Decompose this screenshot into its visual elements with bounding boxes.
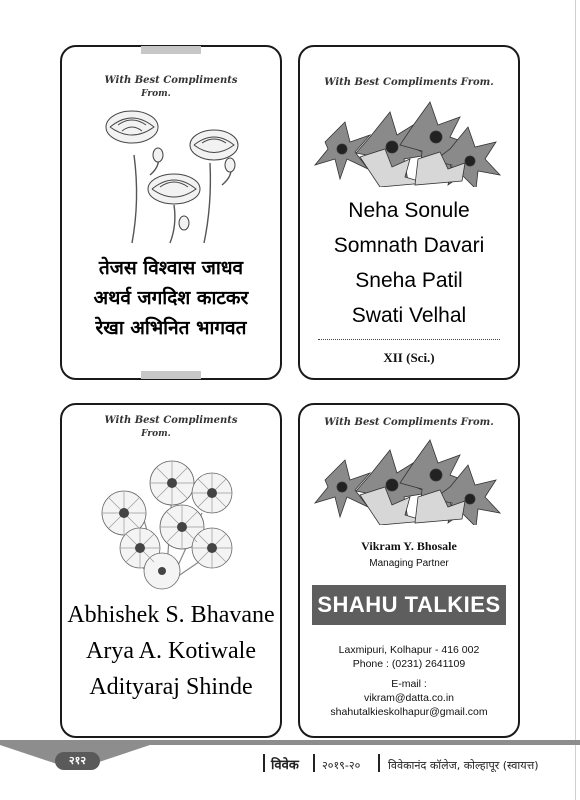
names-list	[62, 597, 280, 705]
compliment-card-names	[60, 403, 282, 738]
name-item: Neha Sonule	[348, 199, 470, 222]
dahlia-flowers-illustration	[300, 435, 518, 525]
page-edge-line	[575, 0, 576, 800]
name-item: अथर्व जगदिश काटकर	[93, 287, 249, 309]
dahlia-flowers-illustration	[300, 97, 518, 187]
name-item: Swati Velhal	[351, 304, 467, 327]
greeting-line1: With Best Compliments	[104, 415, 238, 426]
name-item: Sneha Patil	[355, 269, 463, 292]
footer-college: विवेकानंद कॉलेज, कोल्हापूर (स्वायत्त)	[388, 759, 539, 772]
footer-divider	[378, 754, 380, 772]
contact-block	[300, 643, 518, 719]
email-item: vikram@datta.co.in	[363, 692, 455, 704]
names-list	[62, 253, 280, 343]
card-top-tab	[141, 46, 201, 54]
greeting-line2: From.	[141, 89, 171, 99]
email-item: shahutalkieskolhapur@gmail.com	[330, 706, 488, 718]
name-item: Adityaraj Shinde	[89, 674, 253, 700]
roses-illustration	[62, 105, 280, 245]
greeting: With Best Compliments From.	[324, 77, 494, 88]
name-item: Abhishek S. Bhavane	[67, 602, 275, 628]
person-name: Vikram Y. Bhosale	[361, 539, 457, 553]
compliment-card-marathi	[60, 45, 282, 380]
greeting-line1: With Best Compliments	[104, 75, 238, 86]
daisy-bouquet-illustration	[62, 453, 280, 593]
phone: Phone : (0231) 2641109	[352, 658, 466, 670]
class-label: XII (Sci.)	[383, 350, 435, 365]
footer-brand: विवेक	[271, 758, 299, 773]
card-bottom-tab	[141, 371, 201, 379]
greeting-line2: From.	[141, 429, 171, 439]
footer-divider	[263, 754, 265, 772]
footer-year: २०१९-२०	[322, 759, 361, 772]
address: Laxmipuri, Kolhapur - 416 002	[338, 644, 480, 656]
compliment-card-business	[298, 403, 520, 738]
compliment-card-students	[298, 45, 520, 380]
footer-divider	[313, 754, 315, 772]
name-item: तेजस विश्वास जाधव	[98, 257, 244, 279]
dotted-divider	[318, 339, 500, 340]
page-number: २१२	[55, 752, 100, 770]
email-label: E-mail :	[391, 678, 427, 690]
business-banner: SHAHU TALKIES	[312, 585, 506, 625]
name-item: रेखा अभिनित भागवत	[95, 317, 247, 339]
name-item: Arya A. Kotiwale	[86, 638, 256, 664]
names-list	[300, 193, 518, 333]
name-item: Somnath Davari	[333, 234, 485, 257]
greeting: With Best Compliments From.	[324, 417, 494, 428]
person-role: Managing Partner	[369, 558, 449, 569]
